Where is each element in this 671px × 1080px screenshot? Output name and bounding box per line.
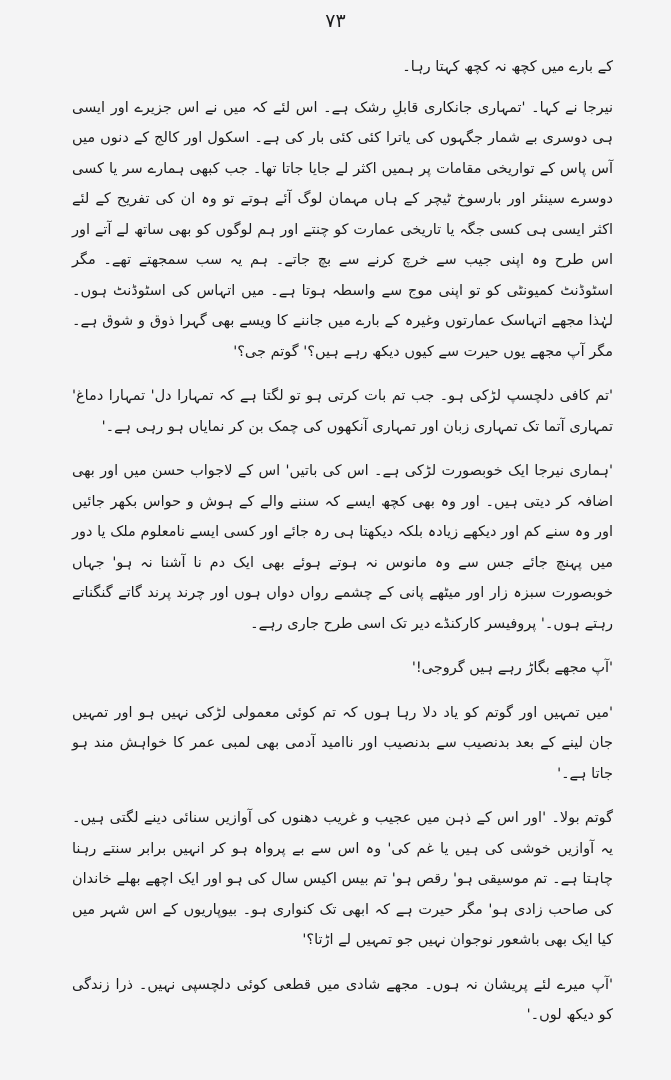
- paragraph-5: 'آپ مجھے بگاڑ رہے ہیں گروجی!': [411, 660, 613, 676]
- paragraph-8: 'آپ میرے لئے پریشان نہ ہوں۔ مجھے شادی میں قطعی کوئی دلچسپی نہیں۔ ذرا زندگی کو دیکھ لوں۔': [72, 976, 613, 1023]
- paragraph-6: 'میں تمہیں اور گوتم کو یاد دلا رہا ہوں کہ تم کوئی معمولی لڑکی نہیں ہو اور تمہیں جان لینے کے بعد بدنصیب سے بدنصیب اور ناامید آدمی بھی لمبی عمر کا خواہش مند ہو جاتا ہے۔': [72, 704, 613, 782]
- paragraph-7: گوتم بولا۔ 'اور اس کے ذہن میں عجیب و غریب دھنوں کی آوازیں سنائی دینے لگتی ہیں۔ یہ آوازیں خوشی کی ہیں یا غم کی' وہ اس سے بے پرواہ ہو کر انہیں برابر سنتے رہنا چاہتا ہے۔ تم موسیقی ہو' رقص ہو' تم بیس اکیس سال کی ہو اور ایک اچھے بھلے خاندان کی صاحب زادی ہو' مگر حیرت ہے کہ ابھی تک کنواری ہو۔ بیوپاریوں کے اس شہر میں کیا ایک بھی باشعور نوجوان نہیں جو تمہیں لے اڑتا؟': [72, 810, 613, 948]
- page-text: [72, 52, 613, 1045]
- paragraph-3: 'تم کافی دلچسپ لڑکی ہو۔ جب تم بات کرتی ہو تو لگتا ہے کہ تمہارا دل' تمہارا دماغ' تمہاری آتما تک تمہاری زبان اور تمہاری آنکھوں کی چمک بن کر نمایاں ہو رہی ہے۔': [72, 388, 613, 435]
- paragraph-4: 'ہماری نیرجا ایک خوبصورت لڑکی ہے۔ اس کی باتیں' اس کے لاجواب حسن میں اور بھی اضافہ کر دیتی ہیں۔ اور وہ بھی کچھ ایسے کہ سننے والے کے ہوش و حواس بکھر جائیں اور وہ سنے کم اور دیکھے زیادہ بلکہ دیکھتا ہی رہ جائے اور کسی ایسے نامعلوم ملک یا دور میں پہنچ جائے جس سے وہ مانوس نہ ہوتے ہوئے بھی ایک دم نا آشنا نہ ہو' جہاں خوبصورت سبزہ زار اور میٹھے پانی کے چشمے رواں دواں ہوں اور چرند پرند گاتے گنگناتے رہتے ہوں۔' پروفیسر کارکنڈے دیر تک اسی طرح جاری رہے۔: [72, 463, 613, 632]
- paragraph-2: نیرجا نے کہا۔ 'تمہاری جانکاری قابلِ رشک ہے۔ اس لئے کہ میں نے اس جزیرے اور ایسی ہی دوسری بے شمار جگہوں کی یاترا کئی کئی بار کی ہے۔ اسکول اور کالج کے دنوں میں آس پاس کے تواریخی مقامات پر ہمیں اکثر لے جایا جاتا تھا۔ جب کبھی ہمارے سر یا کسی دوسرے سینئر اور بارسوخ ٹیچر کے ہاں مہمان لوگ آئے ہوتے تو وہ ان کی تفریح کے لئے اکثر ایسی ہی کسی جگہ یا تاریخی عمارت کو چنتے اور ہم لوگوں کو بھی ساتھ لے آتے اور اس طرح وہ اپنی جیب سے خرچ کرنے سے بچ جاتے۔ ہم یہ سب سمجھتے تھے۔ مگر اسٹوڈنٹ کمیونٹی کو تو اپنی موج سے واسطہ ہوتا ہے۔ میں اتہاس کی اسٹوڈنٹ ہوں۔ لہٰذا مجھے اتہاسک عمارتوں وغیرہ کے بارے میں جاننے کا ویسے بھی گہرا ذوق و شوق ہے۔ مگر آپ مجھے یوں حیرت سے کیوں دیکھ رہے ہیں؟' گوتم جی؟': [72, 99, 613, 360]
- page-number: ۷۳: [325, 10, 346, 32]
- paragraph-1: کے بارے میں کچھ نہ کچھ کہتا رہا۔: [402, 59, 613, 75]
